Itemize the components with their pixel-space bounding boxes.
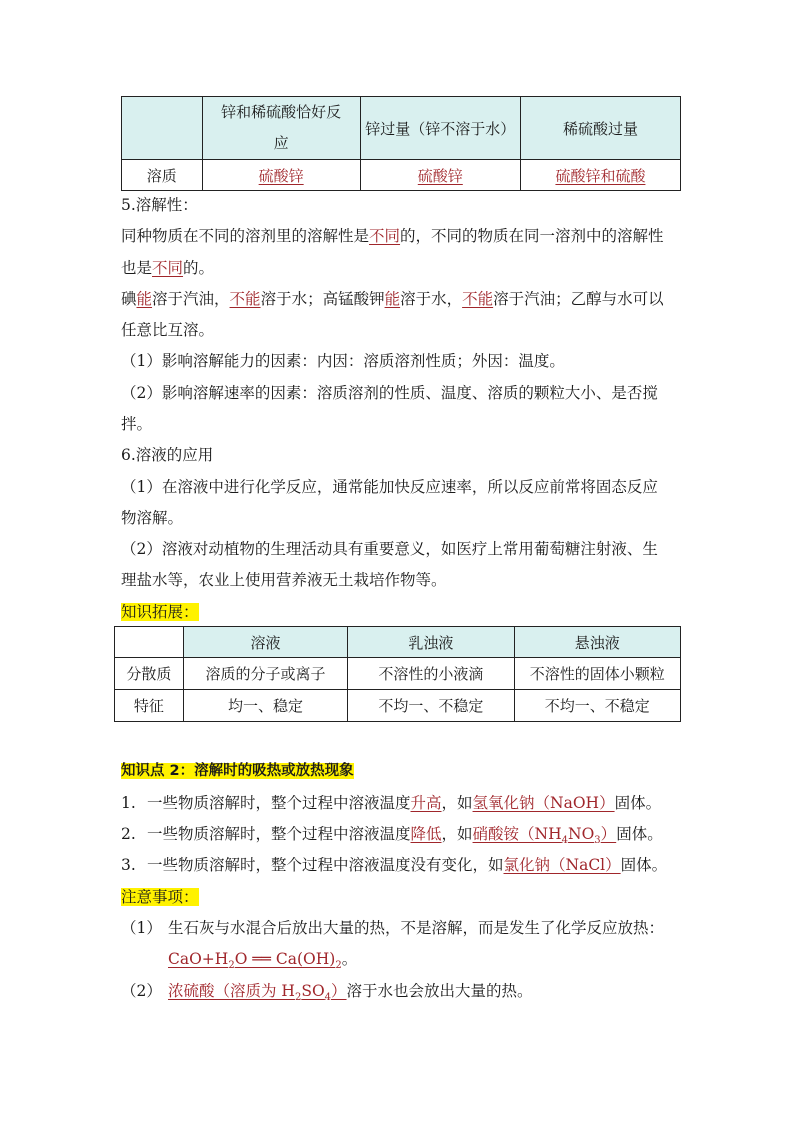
section5-line3: 碘能溶于汽油，不能溶于水；高锰酸钾能溶于水，不能溶于汽油；乙醇与水可以 bbox=[121, 290, 664, 308]
extension-title bbox=[121, 600, 199, 622]
table-cell bbox=[360, 160, 520, 191]
header-suspension: 悬浊液 bbox=[514, 627, 680, 658]
answer-text: 不能 bbox=[462, 290, 494, 308]
k2-item1: 1. 一些物质溶解时，整个过程中溶液温度升高，如氢氧化钠（NaOH）固体。 bbox=[121, 794, 662, 812]
answer-text: 不同 bbox=[369, 227, 401, 245]
header-exact-reaction-line2: 应 bbox=[273, 134, 289, 152]
answer-text: 硫酸锌 bbox=[258, 166, 304, 185]
extension-title-text: 知识拓展： bbox=[121, 603, 199, 621]
k2-item2: 2. 一些物质溶解时，整个过程中溶液温度降低，如硝酸铵$(NH_4NO_3)$固体。 bbox=[121, 825, 663, 847]
section5-line4: 任意比互溶。 bbox=[121, 321, 215, 339]
table-corner-cell bbox=[115, 627, 184, 658]
knowledge-point2-title bbox=[121, 759, 354, 780]
k2-item3: 3. 一些物质溶解时，整个过程中溶液温度没有变化，如氯化钠（NaCl）固体。 bbox=[121, 856, 668, 874]
table-cell bbox=[520, 160, 680, 191]
header-exact-reaction-line1: 锌和稀硫酸恰好反 bbox=[221, 103, 342, 121]
table-cell: 均一、稳定 bbox=[183, 690, 347, 722]
answer-text: 硫酸锌和硫酸 bbox=[555, 166, 646, 185]
section5-line6: （2）影响溶解速率的因素：溶质溶剂的性质、温度、溶质的颗粒大小、是否搅 bbox=[121, 384, 658, 402]
table-cell bbox=[202, 160, 360, 191]
knowledge-point2-title-text: 知识点 2：溶解时的吸热或放热现象 bbox=[121, 763, 354, 779]
dispersion-table bbox=[114, 626, 681, 722]
answer-text: 升高 bbox=[410, 794, 442, 812]
note-title-text: 注意事项： bbox=[121, 888, 199, 906]
answer-text: 硝酸铵$(NH_4NO_3)$ bbox=[472, 825, 617, 847]
section6-line3: （2）溶液对动植物的生理活动具有重要意义，如医疗上常用葡萄糖注射液、生 bbox=[121, 540, 658, 558]
answer-text: 能 bbox=[136, 290, 153, 308]
section6-line1: （1）在溶液中进行化学反应，通常能加快反应速率，所以反应前常将固态反应 bbox=[121, 478, 658, 496]
section5-title: 5.溶解性： bbox=[121, 196, 198, 214]
note-title bbox=[121, 885, 199, 907]
note-item1: （1） 生石灰与水混合后放出大量的热，不是溶解，而是发生了化学反应放热： bbox=[121, 919, 665, 937]
answer-text: 氯化钠（NaCl） bbox=[503, 856, 621, 874]
answer-text: 氢氧化钠（NaOH） bbox=[472, 794, 615, 812]
table-cell: 溶质的分子或离子 bbox=[183, 658, 347, 690]
header-acid-excess: 稀硫酸过量 bbox=[520, 97, 680, 160]
answer-text: 降低 bbox=[410, 825, 442, 843]
table-cell: 不均一、不稳定 bbox=[514, 690, 680, 722]
note-equation: $CaO+H_2O$ ══ $Ca(OH)_2$。 bbox=[168, 950, 358, 972]
table-corner-cell bbox=[122, 97, 203, 160]
section5-line2: 也是不同的。 bbox=[121, 259, 215, 277]
answer-text: $CaO+H_2O$ ══ $Ca(OH)_2$ bbox=[168, 950, 342, 972]
answer-text: 不同 bbox=[152, 259, 184, 277]
section6-title: 6.溶液的应用 bbox=[121, 446, 214, 464]
table-cell: 不均一、不稳定 bbox=[348, 690, 514, 722]
table-cell: 不溶性的小液滴 bbox=[348, 658, 514, 690]
section5-line1: 同种物质在不同的溶剂里的溶解性是不同的，不同的物质在同一溶剂中的溶解性 bbox=[121, 227, 664, 245]
section6-line2: 物溶解。 bbox=[121, 509, 184, 527]
answer-text: 硫酸锌 bbox=[417, 166, 463, 185]
row-label-dispersoid: 分散质 bbox=[115, 658, 184, 690]
section5-line7: 拌。 bbox=[121, 415, 153, 433]
table-cell: 不溶性的固体小颗粒 bbox=[514, 658, 680, 690]
reaction-table bbox=[121, 96, 681, 191]
section5-line5: （1）影响溶解能力的因素：内因：溶质溶剂性质；外因：温度。 bbox=[121, 352, 565, 370]
header-zinc-excess: 锌过量（锌不溶于水） bbox=[360, 97, 520, 160]
header-exact-reaction bbox=[202, 97, 360, 160]
row-label-solute: 溶质 bbox=[122, 160, 203, 191]
header-solution: 溶液 bbox=[183, 627, 347, 658]
answer-text: 能 bbox=[384, 290, 401, 308]
answer-text: 不能 bbox=[229, 290, 261, 308]
row-label-feature: 特征 bbox=[115, 690, 184, 722]
note-item2: （2） 浓硫酸（溶质为 $H_2SO_4$）溶于水也会放出大量的热。 bbox=[121, 982, 533, 1004]
answer-text: 浓硫酸（溶质为 $H_2SO_4$） bbox=[168, 982, 347, 1004]
section6-line4: 理盐水等，农业上使用营养液无土栽培作物等。 bbox=[121, 571, 447, 589]
header-emulsion: 乳浊液 bbox=[348, 627, 514, 658]
